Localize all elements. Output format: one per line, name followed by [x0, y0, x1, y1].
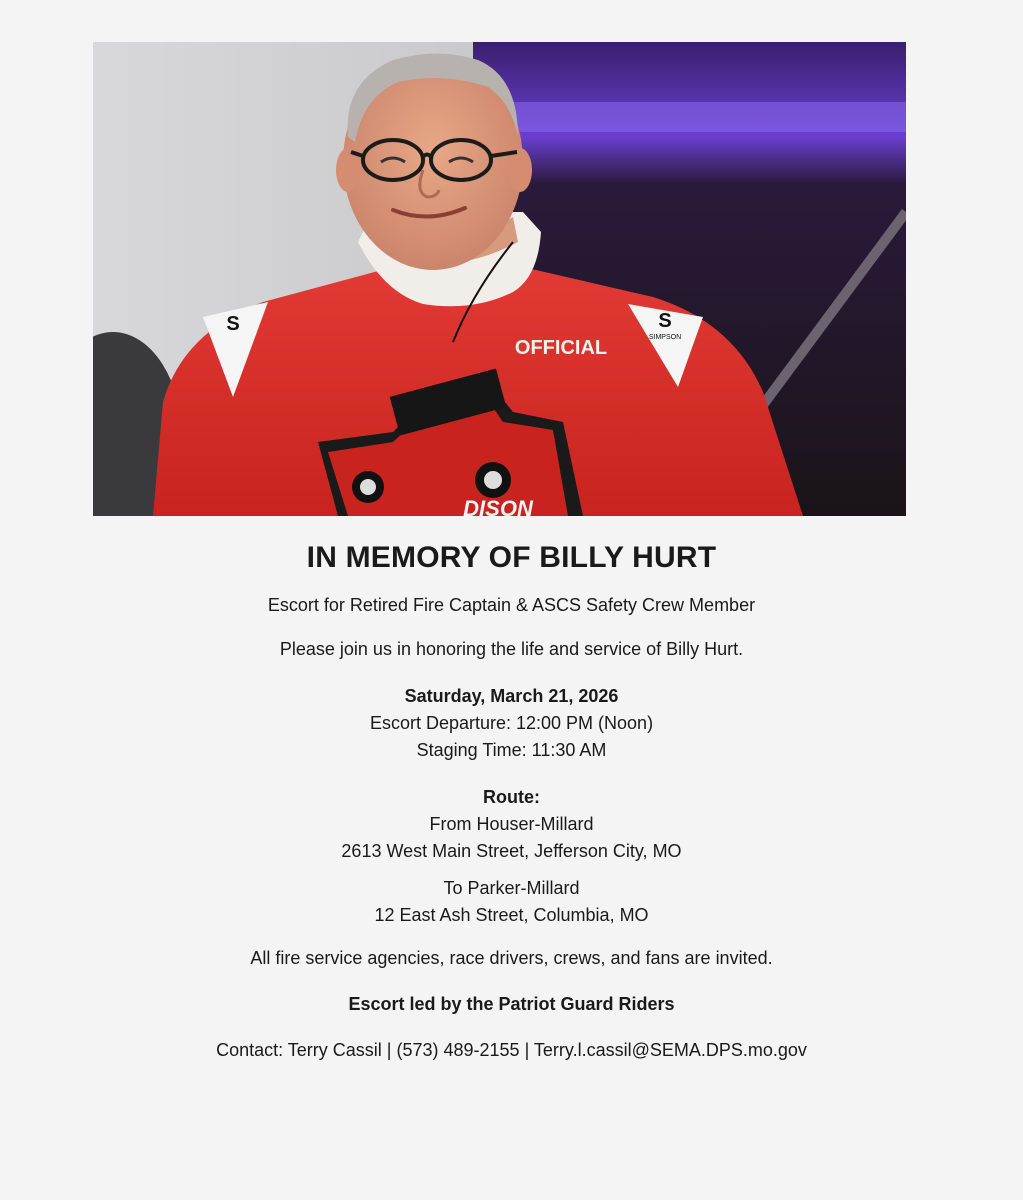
memorial-photo [93, 42, 906, 516]
flyer-text [0, 530, 1023, 1061]
invite-text: All fire service agencies, race drivers, crews, and fans are invited. [250, 948, 773, 968]
right-patch-letter: S [658, 310, 672, 332]
departure-time: Escort Departure: 12:00 PM (Noon) [369, 713, 654, 733]
contact-text: Contact: Terry Cassil | (573) 489-2155 | Terry.l.cassil@SEMA.DPS.mo.gov [216, 1040, 807, 1060]
route-from-address: 2613 West Main Street, Jefferson City, MO [341, 841, 682, 861]
right-patch-brand: SIMPSON [648, 334, 682, 341]
staging-time: Staging Time: 11:30 AM [416, 740, 607, 760]
route-to-name: To Parker-Millard [443, 878, 580, 898]
page-title: IN MEMORY OF BILLY HURT [306, 541, 717, 574]
subtitle: Escort for Retired Fire Captain & ASCS Safety Crew Member [267, 595, 756, 615]
route-from-name: From Houser-Millard [429, 814, 594, 834]
suit-official-text: OFFICIAL [514, 337, 608, 359]
route-block [0, 784, 1023, 929]
schedule-block [0, 683, 1023, 764]
bottom-logo-text: DISON [463, 496, 533, 516]
escort-led-text: Escort led by the Patriot Guard Riders [348, 994, 675, 1014]
portrait-illustration [93, 42, 906, 516]
intro-text: Please join us in honoring the life and service of Billy Hurt. [279, 639, 744, 659]
event-date: Saturday, March 21, 2026 [404, 686, 619, 706]
left-patch-letter: S [226, 313, 240, 335]
route-heading: Route: [483, 787, 540, 807]
route-to-address: 12 East Ash Street, Columbia, MO [374, 905, 649, 925]
